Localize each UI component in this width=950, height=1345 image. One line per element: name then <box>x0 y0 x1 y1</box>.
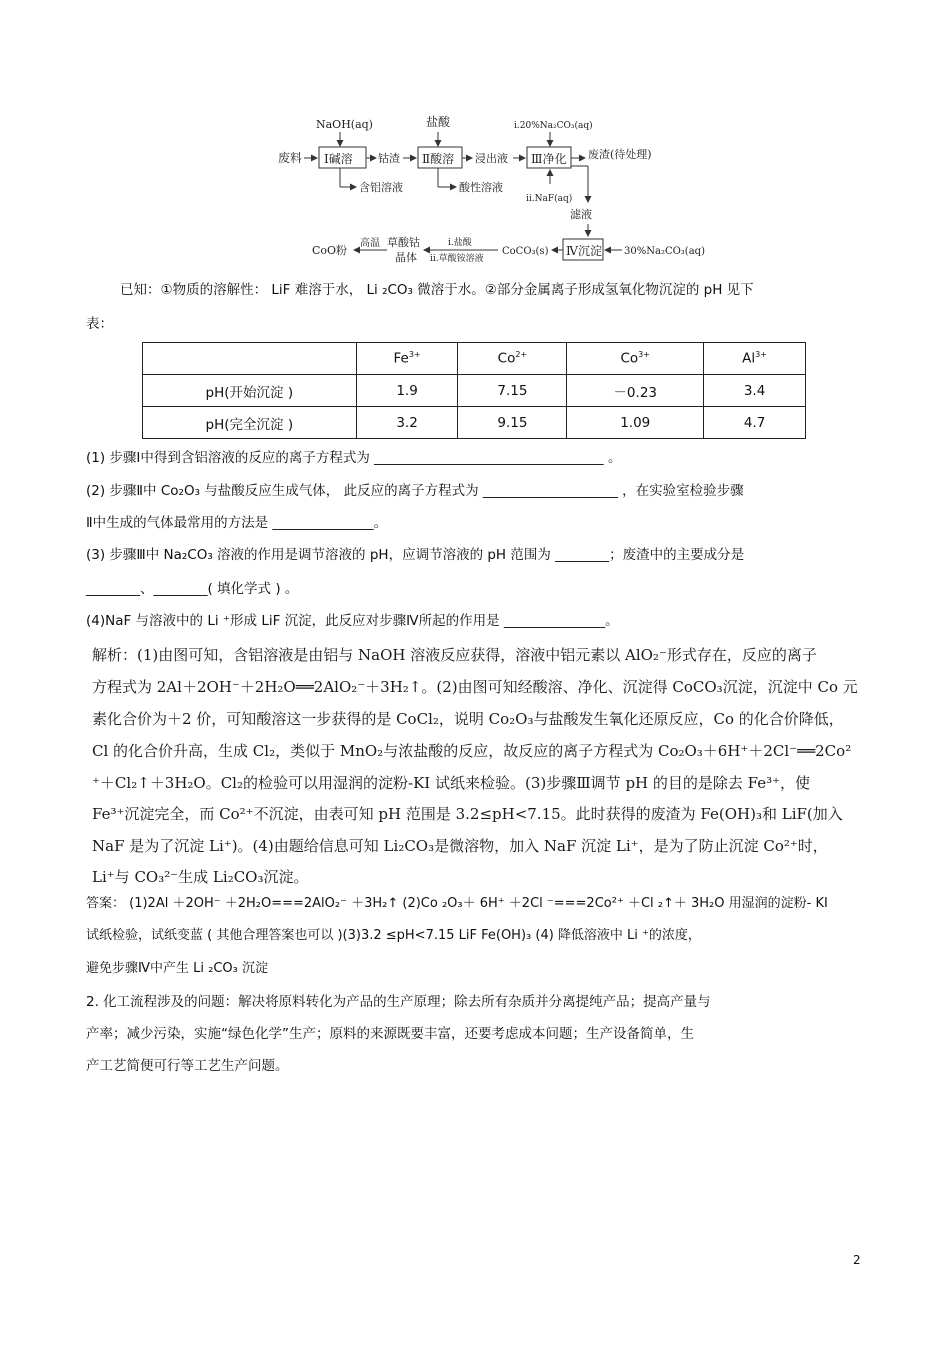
crystal-label: 晶体 <box>395 251 417 264</box>
coco3-label: CoCO₃(s) <box>502 246 549 257</box>
solution-line: 方程式为 2Al＋2OH⁻＋2H₂O══2AlO₂⁻＋3H₂↑。(2)由图可知经酸溶、净化、沉淀得 CoCO₃沉淀，沉淀中 Co 元 <box>92 678 858 696</box>
step4-box: Ⅳ沉淀 <box>566 244 602 258</box>
feed-label: 废料 <box>278 151 303 165</box>
solution-line: ⁺＋Cl₂↑＋3H₂O。Cl₂的检验可以用湿润的淀粉-KI 试纸来检验。(3)步骤Ⅲ调节 pH 的目的是除去 Fe³⁺，使 <box>92 774 811 792</box>
reagent-hcl: i.盐酸 <box>448 238 472 248</box>
solution-line: Cl 的化合价升高，生成 Cl₂，类似于 MnO₂与浓盐酸的反应，故反应的离子方程式为 Co₂O₃＋6H⁺＋2Cl⁻══2Co² <box>92 742 852 760</box>
row-label: pH(开始沉淀 ) <box>143 375 357 407</box>
coo-label: CoO粉 <box>312 244 348 257</box>
page-number: 2 <box>853 1253 861 1267</box>
waste-residue-label: 废渣(待处理) <box>588 148 652 161</box>
table-row <box>143 375 806 407</box>
section2-line: 产率；减少污染，实施“绿色化学”生产；原料的来源既要丰富，还要考虑成本问题；生产设备简单，生 <box>86 1026 694 1042</box>
step1-box: Ⅰ碱溶 <box>324 152 353 166</box>
filtrate-label: 滤液 <box>570 208 592 221</box>
table-cell: 3.4 <box>704 375 806 407</box>
solution-line: 素化合价为＋2 价，可知酸溶这一步获得的是 CoCl₂，说明 Co₂O₃与盐酸发生氧化还原反应，Co 的化合价降低， <box>92 710 844 728</box>
section2-line: 产工艺简便可行等工艺生产问题。 <box>86 1058 289 1074</box>
table-cell: 9.15 <box>458 407 567 439</box>
naoh-label: NaOH(aq) <box>316 118 373 131</box>
solution-line: 解析：(1)由图可知，含铝溶液是由铝与 NaOH 溶液反应获得，溶液中铝元素以 AlO₂⁻形式存在，反应的离子 <box>92 646 817 664</box>
na2co3-30-label: 30%Na₂CO₃(aq) <box>624 246 705 257</box>
question-4: (4)NaF 与溶液中的 Li ⁺形成 LiF 沉淀，此反应对步骤Ⅳ所起的作用是 _______________。 <box>86 613 619 629</box>
header-al3: $Al^{3+}$ <box>704 343 806 375</box>
leachate-label: 浸出液 <box>475 152 508 165</box>
known-info-line2: 表： <box>86 316 113 332</box>
table-corner <box>143 343 357 375</box>
process-flowchart <box>270 108 740 268</box>
high-temp-label: 高温 <box>360 238 380 249</box>
solution-line: Fe³⁺沉淀完全，而 Co²⁺不沉淀，由表可知 pH 范围是 3.2≤pH<7.15。此时获得的废渣为 Fe(OH)₃和 LiF(加入 <box>92 805 843 823</box>
answer-line1: 答案： (1)2Al ＋2OH⁻ ＋2H₂O===2AlO₂⁻ ＋3H₂↑ (2)Co ₂O₃＋ 6H⁺ ＋2Cl ⁻===2Co²⁺ ＋Cl ₂↑＋ 3H₂O 用湿润的淀粉- KI <box>86 896 828 911</box>
table-cell: 4.7 <box>704 407 806 439</box>
naf-label: ii.NaF(aq) <box>526 194 573 204</box>
question-3-line1: (3) 步骤Ⅲ中 Na₂CO₃ 溶液的作用是调节溶液的 pH，应调节溶液的 pH 范围为 ________；废渣中的主要成分是 <box>86 547 745 563</box>
table-header-row <box>143 343 806 375</box>
section2-line: 2. 化工流程涉及的问题：解决将原料转化为产品的生产原理；除去所有杂质并分离提纯产品；提高产量与 <box>86 994 711 1010</box>
al-solution-label: 含铝溶液 <box>359 181 403 194</box>
header-fe3: $Fe^{3+}$ <box>356 343 458 375</box>
answer-line2: 试纸检验，试纸变蓝 ( 其他合理答案也可以 )(3)3.2 ≤pH<7.15 LiF Fe(OH)₃ (4) 降低溶液中 Li ⁺的浓度， <box>86 928 701 943</box>
step3-box: Ⅲ净化 <box>531 152 567 166</box>
question-1: (1) 步骤Ⅰ中得到含铝溶液的反应的离子方程式为 __________________________________ 。 <box>86 450 622 466</box>
solution-line: Li⁺与 CO₃²⁻生成 Li₂CO₃沉淀。 <box>92 868 309 886</box>
step2-box: Ⅱ酸溶 <box>422 152 455 166</box>
table-cell: 3.2 <box>356 407 458 439</box>
table-cell: －0.23 <box>567 375 704 407</box>
hcl-label: 盐酸 <box>426 115 451 129</box>
question-2-line2: Ⅱ中生成的气体最常用的方法是 _______________。 <box>86 515 388 531</box>
table-cell: 7.15 <box>458 375 567 407</box>
table-row <box>143 407 806 439</box>
na2co3-20-label: i.20%Na₂CO₃(aq) <box>514 121 593 131</box>
acid-solution-label: 酸性溶液 <box>459 181 503 194</box>
question-2-line1: (2) 步骤Ⅱ中 Co₂O₃ 与盐酸反应生成气体， 此反应的离子方程式为 ____________________ ，在实验室检验步骤 <box>86 483 744 499</box>
header-co3: $Co^{3+}$ <box>567 343 704 375</box>
ph-table <box>142 342 806 439</box>
solution-line: NaF 是为了沉淀 Li⁺)。(4)由题给信息可知 Li₂CO₃是微溶物，加入 NaF 沉淀 Li⁺，是为了防止沉淀 Co²⁺时， <box>92 837 828 855</box>
known-info-line1: 已知：①物质的溶解性： LiF 难溶于水， Li ₂CO₃ 微溶于水。②部分金属离子形成氢氧化物沉淀的 pH 见下 <box>120 282 754 298</box>
table-cell: 1.09 <box>567 407 704 439</box>
row-label: pH(完全沉淀 ) <box>143 407 357 439</box>
table-cell: 1.9 <box>356 375 458 407</box>
header-co2: $Co^{2+}$ <box>458 343 567 375</box>
reagent-ammonium-oxalate: ii.草酸铵溶液 <box>430 254 484 264</box>
question-3-line2: ________、________( 填化学式 ) 。 <box>86 581 299 597</box>
cobalt-oxalate-label: 草酸钴 <box>387 236 420 249</box>
answer-line3: 避免步骤Ⅳ中产生 Li ₂CO₃ 沉淀 <box>86 961 268 976</box>
cobalt-residue-label: 钴渣 <box>378 152 400 165</box>
